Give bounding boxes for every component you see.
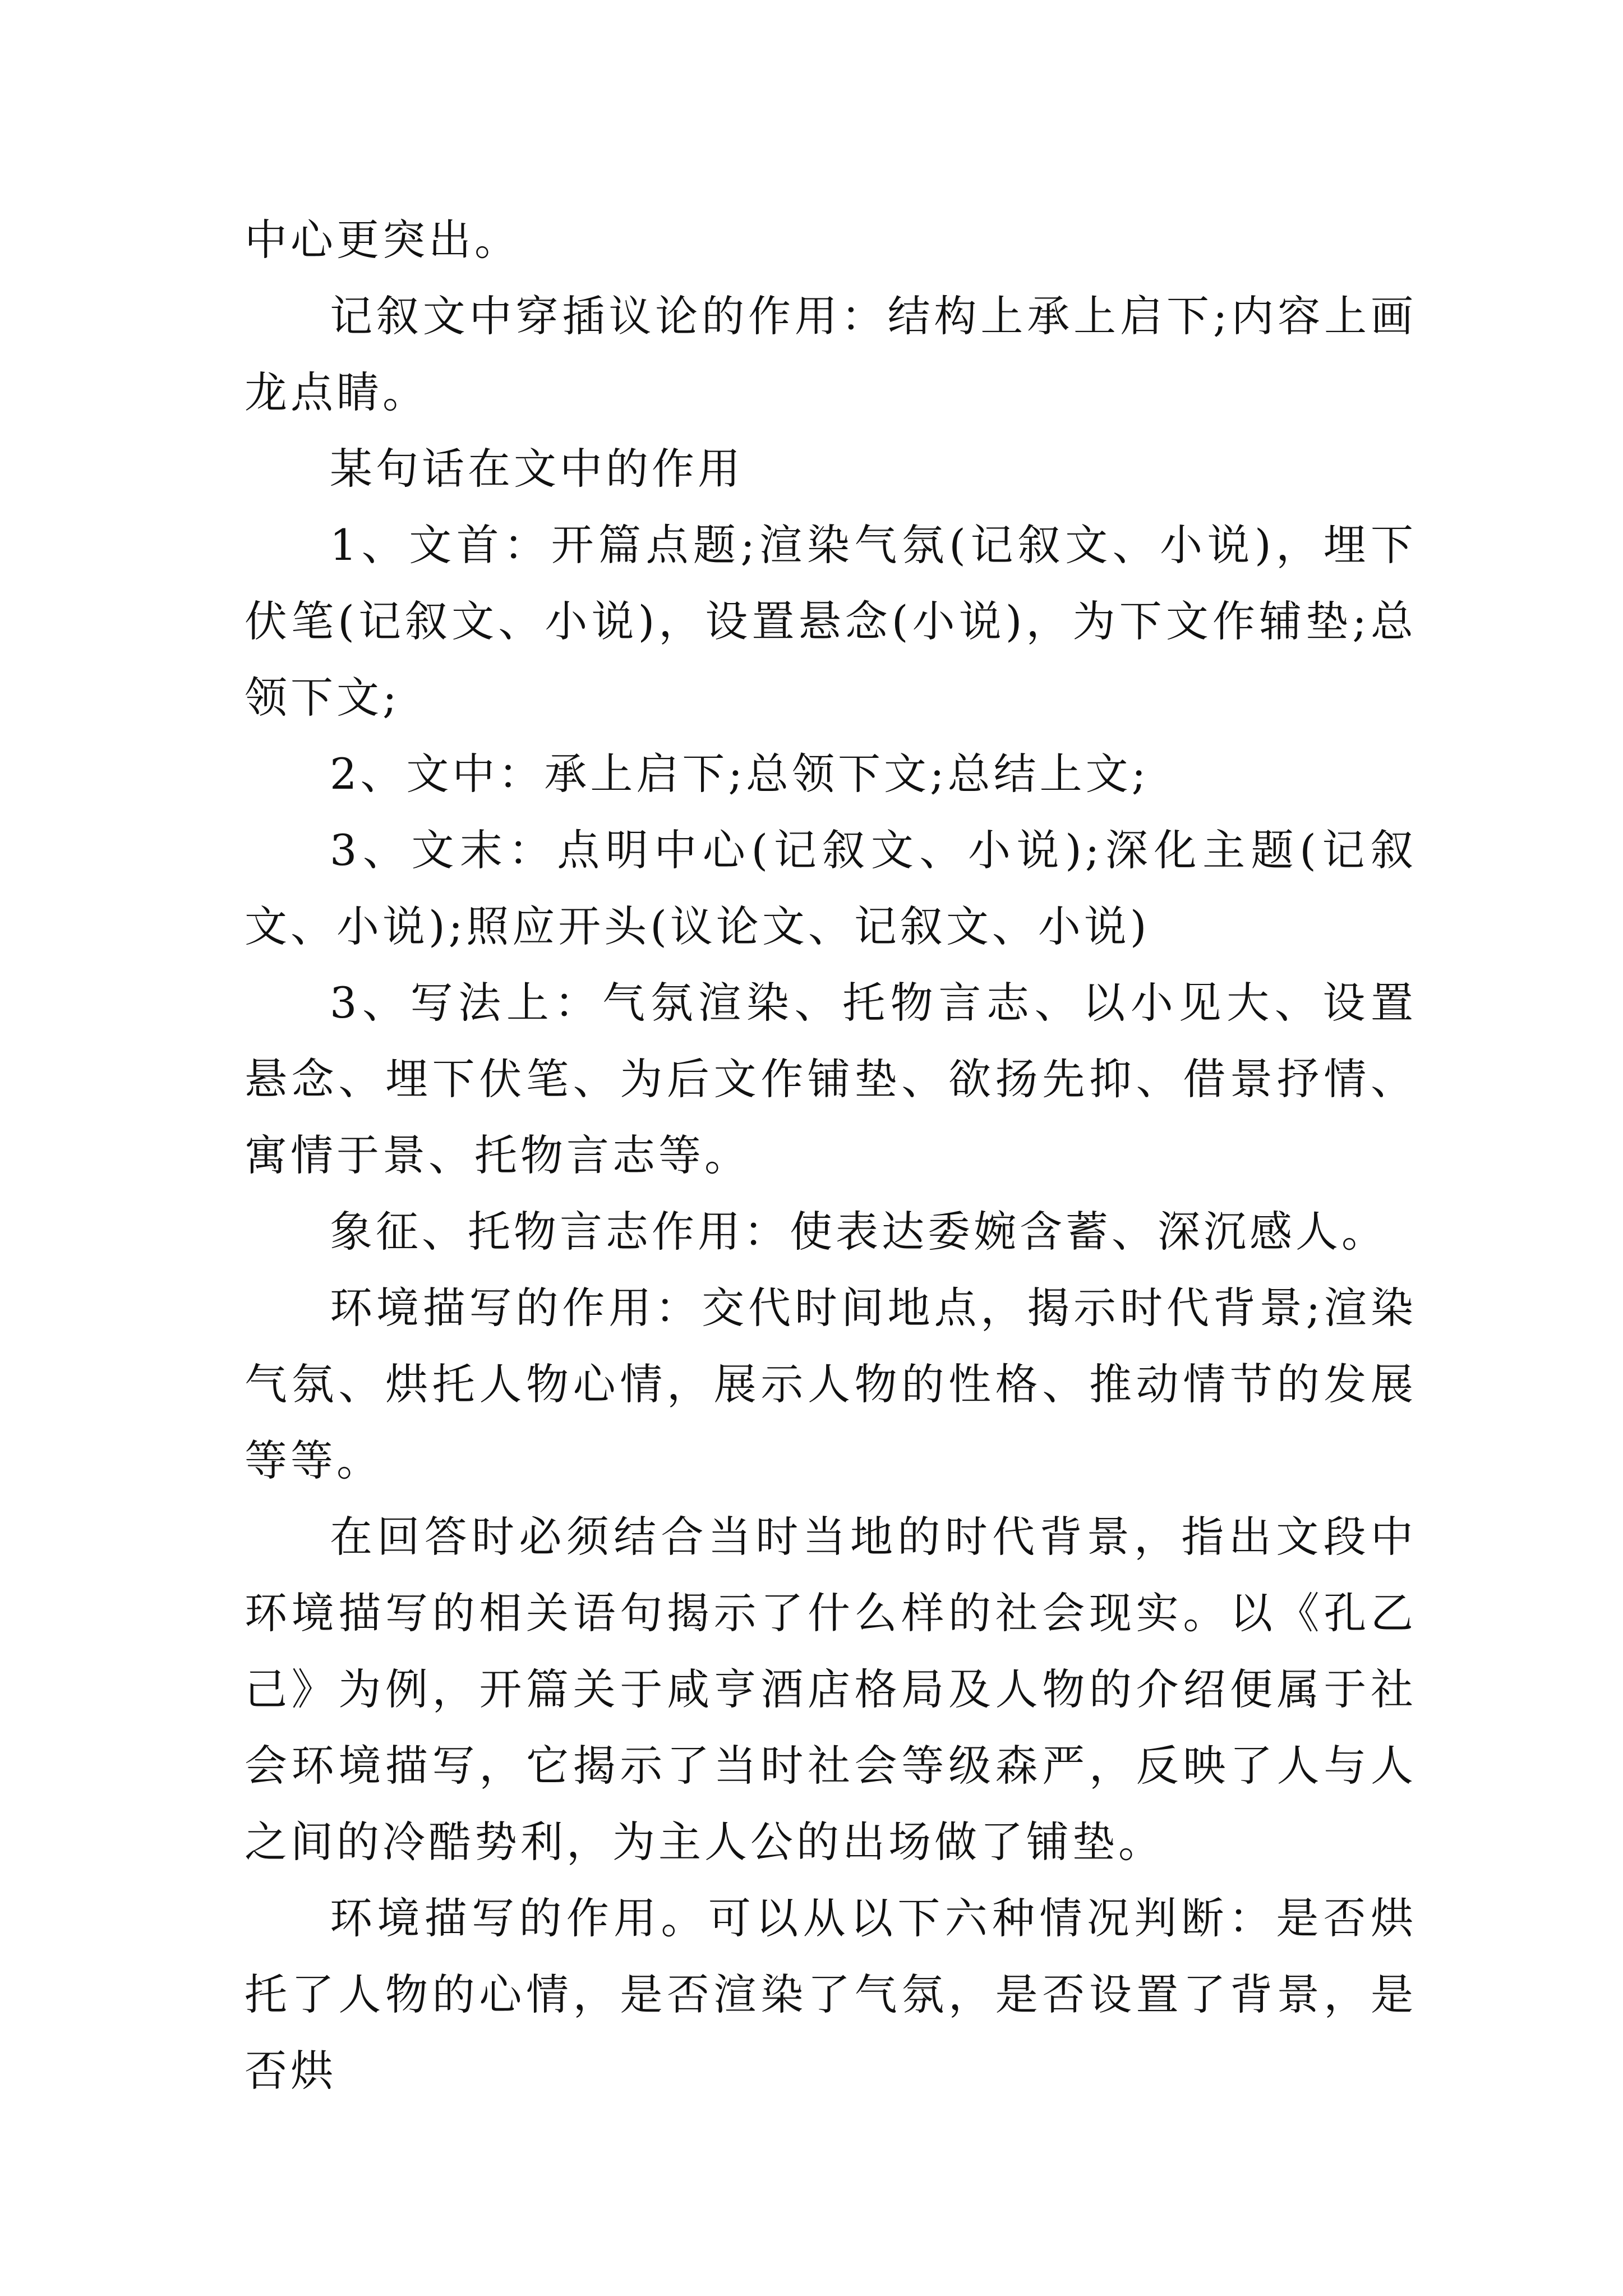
paragraph-sentence-function-heading: 某句话在文中的作用 bbox=[330, 444, 744, 494]
paragraph-symbolism: 象征、托物言志作用：使表达委婉含蓄、深沉感人。 bbox=[330, 1207, 1387, 1257]
paragraph-narrative-argument: 记叙文中穿插议论的作用：结构上承上启下;内容上画龙点睛。 bbox=[245, 291, 1417, 417]
paragraph-environment-description: 环境描写的作用：交代时间地点，揭示时代背景;渲染气氛、烘托人物心情，展示人物的性格、推动情节的发展等等。 bbox=[245, 1283, 1417, 1485]
paragraph-environment-criteria: 环境描写的作用。可以从以下六种情况判断：是否烘托了人物的心情，是否渲染了气氛，是否设置了背景，是否烘 bbox=[245, 1893, 1417, 2096]
paragraph-writing-technique: 3、写法上：气氛渲染、托物言志、以小见大、设置悬念、埋下伏笔、为后文作铺垫、欲扬先抑、借景抒情、寓情于景、托物言志等。 bbox=[245, 978, 1417, 1180]
paragraph-middle-function: 2、文中：承上启下;总领下文;总结上文; bbox=[330, 749, 1150, 799]
paragraph-answer-guidance: 在回答时必须结合当时当地的时代背景，指出文段中环境描写的相关语句揭示了什么样的社会现实。以《孔乙己》为例，开篇关于咸亨酒店格局及人物的介绍便属于社会环境描写，它揭示了当时社会等级森严，反映了人与人之间的冷酷势利，为主人公的出场做了铺垫。 bbox=[245, 1512, 1417, 1867]
paragraph-opening-function: 1、文首：开篇点题;渲染气氛(记叙文、小说)，埋下伏笔(记叙文、小说)，设置悬念(小说)，为下文作辅垫;总领下文; bbox=[245, 520, 1417, 723]
document-body bbox=[245, 202, 1417, 2109]
paragraph-continuation: 中心更突出。 bbox=[245, 215, 520, 265]
paragraph-ending-function: 3、文末：点明中心(记叙文、小说);深化主题(记叙文、小说);照应开头(议论文、记叙文、小说) bbox=[245, 825, 1417, 951]
